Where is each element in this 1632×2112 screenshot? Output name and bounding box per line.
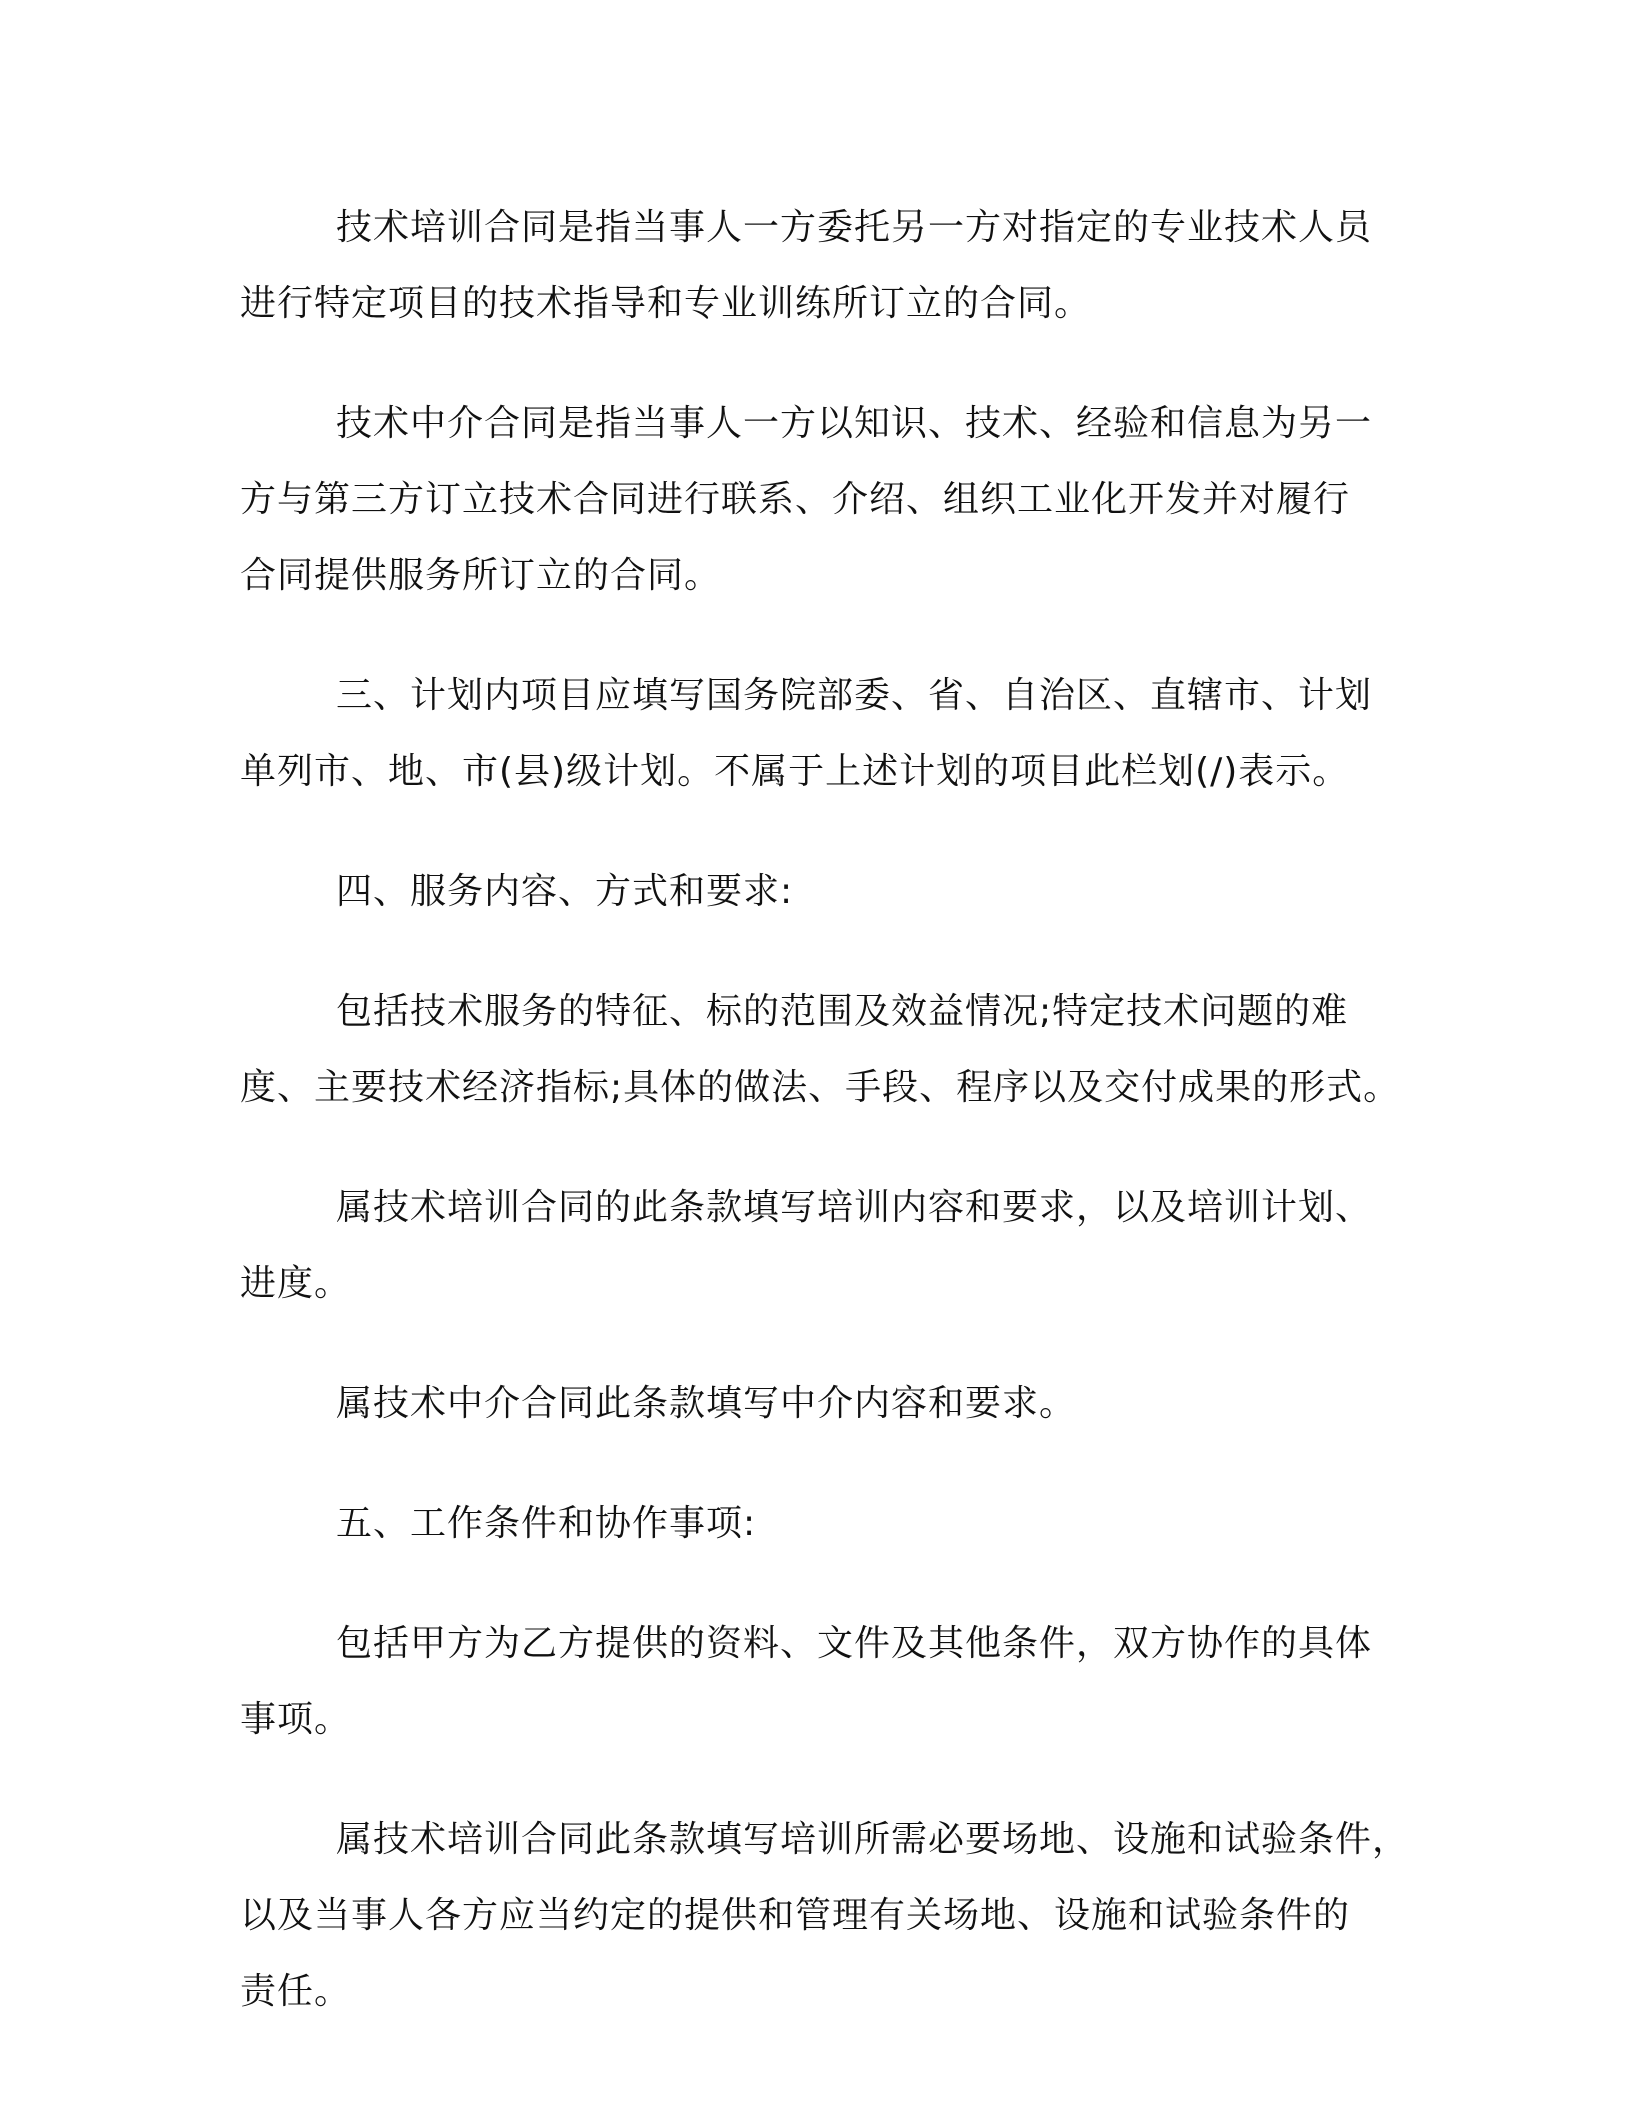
paragraph-technical-training-contract <box>240 190 1390 342</box>
paragraph-line: 合同提供服务所订立的合同。 <box>240 555 722 596</box>
paragraph-line: 三、计划内项目应填写国务院部委、省、自治区、直辖市、计划 <box>336 675 1373 716</box>
paragraph-technical-intermediary-contract <box>240 386 1390 614</box>
paragraph-line: 进度。 <box>240 1263 352 1304</box>
paragraph-line: 事项。 <box>240 1699 352 1740</box>
paragraph-line: 五、工作条件和协作事项: <box>336 1503 757 1544</box>
section-five-heading <box>240 1486 1390 1562</box>
paragraph-line: 方与第三方订立技术合同进行联系、介绍、组织工业化开发并对履行 <box>240 479 1351 520</box>
paragraph-line: 单列市、地、市(县)级计划。不属于上述计划的项目此栏划(/)表示。 <box>240 751 1350 792</box>
section-three-planned-projects <box>240 658 1390 810</box>
document-page <box>240 190 1410 2074</box>
paragraph-line: 技术培训合同是指当事人一方委托另一方对指定的专业技术人员 <box>336 207 1373 248</box>
paragraph-line: 属技术培训合同的此条款填写培训内容和要求，以及培训计划、 <box>336 1187 1373 1228</box>
paragraph-intermediary-clause <box>240 1366 1390 1442</box>
paragraph-training-facilities <box>240 1802 1410 2030</box>
section-four-heading <box>240 854 1390 930</box>
paragraph-training-clause <box>240 1170 1390 1322</box>
paragraph-line: 技术中介合同是指当事人一方以知识、技术、经验和信息为另一 <box>336 403 1373 444</box>
paragraph-line: 包括甲方为乙方提供的资料、文件及其他条件，双方协作的具体 <box>336 1623 1373 1664</box>
paragraph-working-conditions <box>240 1606 1390 1758</box>
paragraph-service-content <box>240 974 1401 1126</box>
paragraph-line: 属技术培训合同此条款填写培训所需必要场地、设施和试验条件， <box>336 1819 1410 1860</box>
paragraph-line: 进行特定项目的技术指导和专业训练所订立的合同。 <box>240 283 1092 324</box>
paragraph-line: 责任。 <box>240 1971 352 2012</box>
paragraph-line: 以及当事人各方应当约定的提供和管理有关场地、设施和试验条件的 <box>240 1895 1351 1936</box>
paragraph-line: 度、主要技术经济指标;具体的做法、手段、程序以及交付成果的形式。 <box>240 1067 1401 1108</box>
paragraph-line: 四、服务内容、方式和要求: <box>336 871 794 912</box>
paragraph-line: 属技术中介合同此条款填写中介内容和要求。 <box>336 1383 1077 1424</box>
paragraph-line: 包括技术服务的特征、标的范围及效益情况;特定技术问题的难 <box>336 991 1349 1032</box>
